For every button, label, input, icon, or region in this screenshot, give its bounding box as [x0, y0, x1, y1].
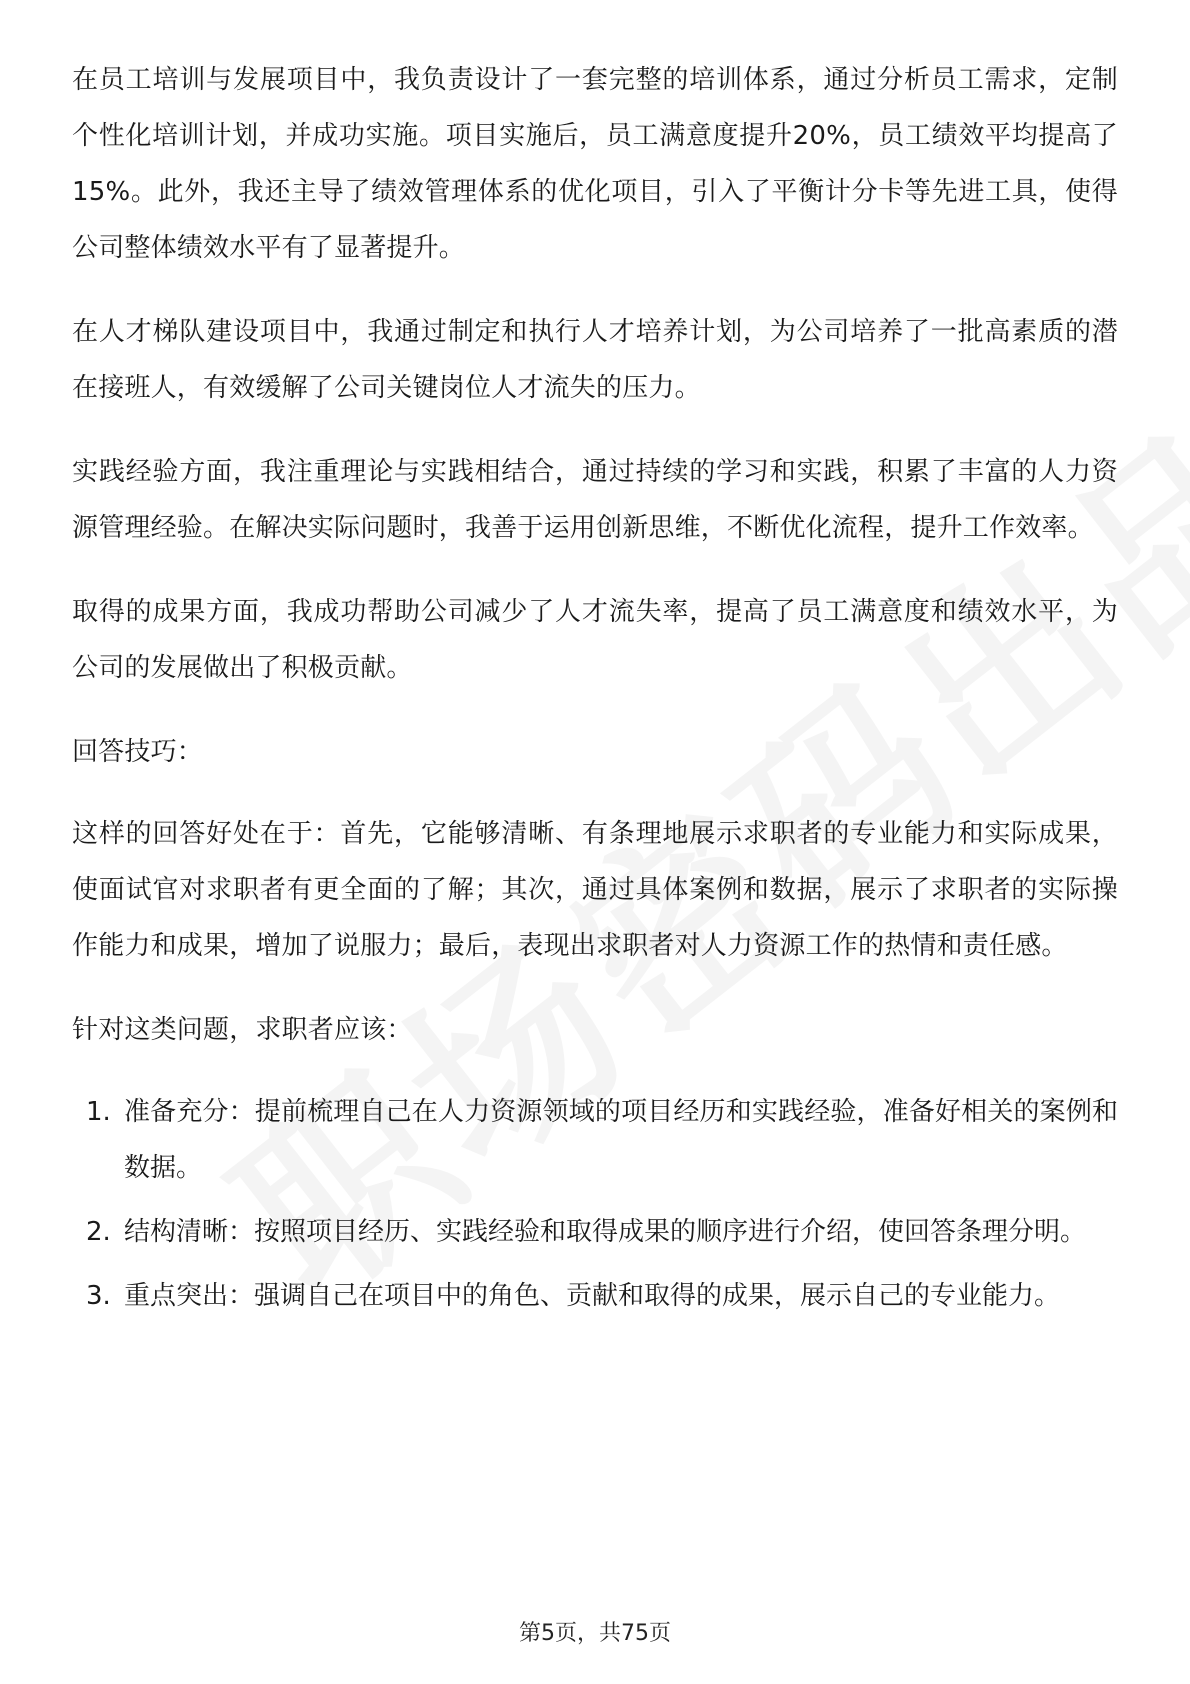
paragraph-talent-pipeline: 在人才梯队建设项目中，我通过制定和执行人才培养计划，为公司培养了一批高素质的潜在接班人，有效缓解了公司关键岗位人才流失的压力。: [72, 317, 1118, 403]
list-item-text: 结构清晰：按照项目经历、实践经验和取得成果的顺序进行介绍，使回答条理分明。: [124, 1217, 1087, 1247]
list-item-text: 准备充分：提前梳理自己在人力资源领域的项目经历和实践经验，准备好相关的案例和数据。: [124, 1097, 1118, 1183]
document-body: [72, 52, 1118, 1332]
page-number-footer: 第5页，共75页: [519, 1621, 671, 1646]
advice-list: [72, 1084, 1118, 1324]
paragraph-training-project: 在员工培训与发展项目中，我负责设计了一套完整的培训体系，通过分析员工需求，定制个性化培训计划，并成功实施。项目实施后，员工满意度提升20%，员工绩效平均提高了15%。此外，我还主导了绩效管理体系的优化项目，引入了平衡计分卡等先进工具，使得公司整体绩效水平有了显著提升。: [72, 65, 1118, 263]
list-item-text: 重点突出：强调自己在项目中的角色、贡献和取得的成果，展示自己的专业能力。: [124, 1281, 1061, 1311]
list-item-number: 2.: [86, 1217, 111, 1247]
paragraph-answer-benefits: 这样的回答好处在于：首先，它能够清晰、有条理地展示求职者的专业能力和实际成果，使面试官对求职者有更全面的了解；其次，通过具体案例和数据，展示了求职者的实际操作能力和成果，增加了说服力；最后，表现出求职者对人力资源工作的热情和责任感。: [72, 819, 1118, 961]
paragraph-practice-experience: 实践经验方面，我注重理论与实践相结合，通过持续的学习和实践，积累了丰富的人力资源管理经验。在解决实际问题时，我善于运用创新思维，不断优化流程，提升工作效率。: [72, 457, 1118, 543]
list-item-number: 1.: [86, 1097, 111, 1127]
list-item: [72, 1204, 1118, 1260]
list-item: [72, 1084, 1118, 1196]
list-item: [72, 1268, 1118, 1324]
paragraph-achievements: 取得的成果方面，我成功帮助公司减少了人才流失率，提高了员工满意度和绩效水平，为公司的发展做出了积极贡献。: [72, 597, 1118, 683]
heading-answer-tips: 回答技巧：: [72, 737, 204, 767]
paragraph-advice-intro: 针对这类问题，求职者应该：: [72, 1015, 413, 1045]
list-item-number: 3.: [86, 1281, 111, 1311]
